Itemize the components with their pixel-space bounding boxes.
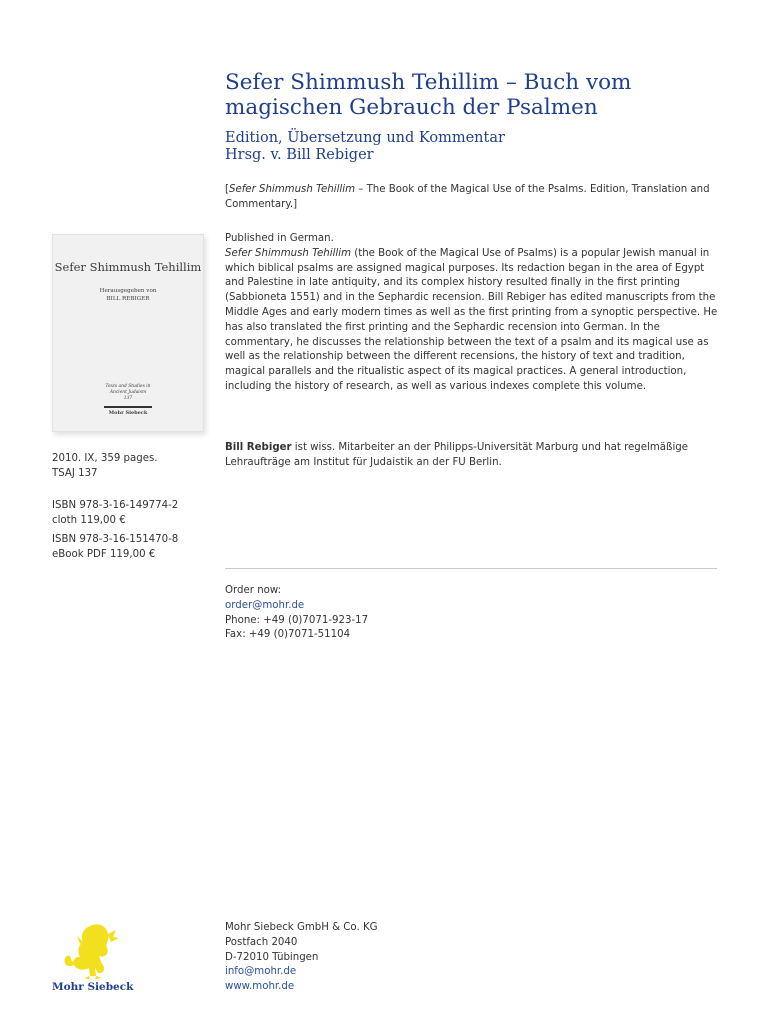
order-phone: Phone: +49 (0)7071-923-17: [225, 614, 369, 626]
isbn-ebook: [52, 533, 217, 563]
cover-title: Sefer Shimmush Tehillim: [54, 260, 202, 274]
order-email-link[interactable]: order@mohr.de: [225, 599, 305, 611]
isbn-ebook-number: ISBN 978-3-16-151470-8: [52, 534, 179, 545]
subtitle-editor: Hrsg. v. Bill Rebiger: [225, 147, 374, 163]
series-code: TSAJ 137: [52, 467, 98, 479]
isbn-cloth: [52, 499, 217, 529]
order-info: [225, 584, 525, 643]
author-bio: [225, 441, 720, 471]
translated-title: [225, 183, 720, 213]
year-pages: 2010. IX, 359 pages.: [52, 453, 158, 464]
cover-series-line2: Ancient Judaism: [109, 390, 147, 395]
book-cover: [52, 234, 204, 432]
cover-editor: [53, 287, 203, 303]
publisher-logo-text: Mohr Siebeck: [52, 981, 134, 993]
cover-series-number: 137: [123, 396, 133, 401]
publisher-web-link[interactable]: www.mohr.de: [225, 981, 295, 993]
description-body: (the Book of the Magical Use of Psalms) is a popular Jewish manual in which biblical psalms are assigned magical purposes. Its redaction began in the area of Egypt and Palestine in late antiquity, and its complex history resulted finally in the first printing (Sabbioneta 1551) and in the Sephardic recension. Bill Rebiger has edited manuscripts from the Middle Ages and early modern times as well as the first printing from a synoptic perspective. He has also translated the first printing and the Sephardic recension into German. In the commentary, he discusses the relationship between the text of a psalm and its magical use as well as the relationship between the different recensions, the history of text and tradition, magical parallels and the ritualistic aspect of its magical practices. A general introduction, including the history of research, as well as various indexes complete this volume.: [225, 247, 718, 392]
book-meta: [52, 452, 217, 482]
cover-series-line1: Texts and Studies in: [105, 384, 151, 389]
divider: [225, 568, 717, 569]
translated-title-italic: Sefer Shimmush Tehillim: [228, 184, 355, 195]
page-title: Sefer Shimmush Tehillim – Buch vom magischen Gebrauch der Psalmen: [225, 70, 632, 120]
cover-series: [53, 384, 203, 402]
cover-rule: [104, 406, 152, 408]
subtitle: [225, 130, 745, 164]
price-cloth: cloth 119,00 €: [52, 514, 126, 526]
publisher-email-link[interactable]: info@mohr.de: [225, 966, 297, 978]
author-bio-text: ist wiss. Mitarbeiter an der Philipps-Universität Marburg und hat regelmäßige Lehraufträge am Institut für Judaistik an der FU Berlin.: [225, 442, 689, 468]
cover-publisher: Mohr Siebeck: [108, 410, 148, 416]
book-description: [225, 232, 720, 395]
publisher-po-box: Postfach 2040: [225, 936, 298, 948]
author-name: Bill Rebiger: [225, 442, 292, 453]
order-label: Order now:: [225, 585, 282, 596]
order-fax: Fax: +49 (0)7071-51104: [225, 629, 351, 641]
language-note: Published in German.: [225, 233, 334, 244]
publisher-address: [225, 921, 525, 995]
cover-editor-label: Herausgegeben von: [99, 288, 157, 294]
publisher-city: D-72010 Tübingen: [225, 951, 319, 963]
isbn-cloth-number: ISBN 978-3-16-149774-2: [52, 500, 179, 511]
price-ebook: eBook PDF 119,00 €: [52, 548, 156, 560]
subtitle-edition: Edition, Übersetzung und Kommentar: [225, 130, 505, 146]
description-text: [225, 247, 720, 395]
translated-title-rest: – The Book of the Magical Use of the Psalms. Edition, Translation and Commentary.]: [225, 184, 710, 210]
translated-title-bracket: [: [225, 184, 229, 195]
cover-editor-name: BILL REBIGER: [106, 296, 150, 302]
description-title-italic: Sefer Shimmush Tehillim: [225, 247, 352, 259]
publisher-name: Mohr Siebeck GmbH & Co. KG: [225, 922, 378, 933]
